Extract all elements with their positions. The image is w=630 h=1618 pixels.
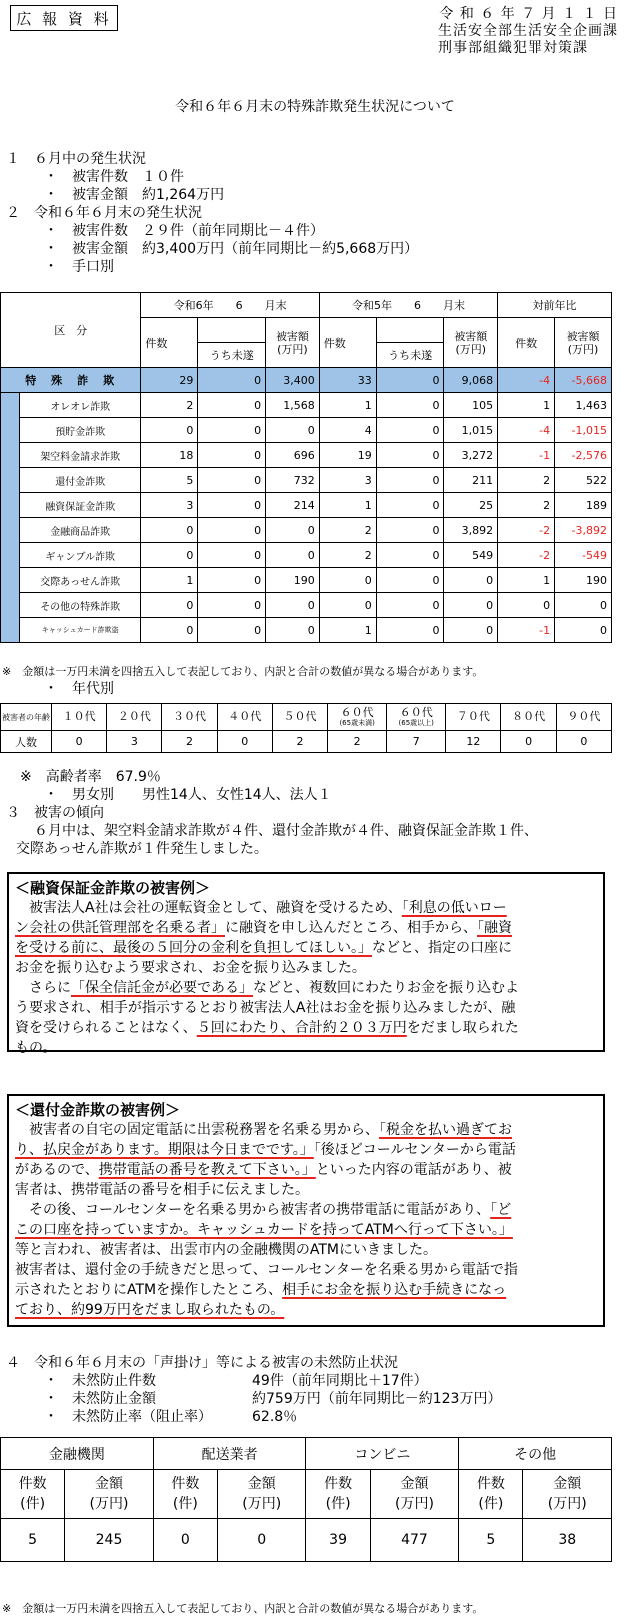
text: その後、コールセンターを名乗る男から被害者の携帯電話に電話があり、	[29, 1202, 491, 1218]
age-header	[556, 704, 611, 731]
case-paragraph	[15, 898, 597, 918]
case-paragraph	[15, 1160, 597, 1180]
age-row-label: 被害者の年齢	[1, 704, 52, 731]
cell: 2	[141, 393, 198, 418]
cell: 0	[376, 518, 444, 543]
cell: 0	[266, 518, 320, 543]
age-heading: ・ 年代別	[44, 681, 114, 697]
table-row	[1, 518, 612, 543]
cell: 1,463	[555, 393, 612, 418]
cell: 0	[141, 543, 198, 568]
text: 資を受けられることはなく、	[15, 1020, 197, 1036]
age-label: ２０代	[117, 710, 151, 723]
case-paragraph: もの。	[15, 1040, 57, 1056]
cell: 0	[444, 618, 498, 643]
cell: 1	[319, 618, 376, 643]
text: に融資を申し込んだところ、相手から、	[225, 920, 477, 936]
age-count: 0	[501, 731, 556, 753]
section-1	[6, 150, 418, 276]
cell: -1	[498, 443, 555, 468]
age-header	[328, 704, 387, 731]
col-amount: 金額 (万円)	[370, 1470, 458, 1519]
cell: 189	[555, 493, 612, 518]
cell: 0	[198, 543, 266, 568]
cell: 19	[319, 443, 376, 468]
section-4	[6, 1354, 501, 1426]
prevention-value-cell: 38	[523, 1519, 612, 1562]
side-band	[1, 393, 20, 643]
row-label: 交際あっせん詐欺	[20, 568, 141, 593]
cell: 1	[319, 493, 376, 518]
cell: 522	[555, 468, 612, 493]
cell: 0	[376, 493, 444, 518]
cell: 0	[376, 368, 444, 393]
age-count: 2	[328, 731, 387, 753]
prevention-value-cell: 477	[370, 1519, 458, 1562]
case-paragraph: 被害者は、還付金の手続きだと思って、コールセンターを名乗る男から電話で指	[15, 1262, 518, 1278]
text: があるので、	[15, 1162, 99, 1178]
underlined-text: この口座を持っていますか。キャッシュカードを持ってATMへ行って下さい。」	[15, 1222, 513, 1238]
col-amount: 金額 (万円)	[65, 1470, 153, 1519]
section-2-heading: ２ 令和６年６月末の発生状況	[6, 205, 202, 221]
cell: 33	[319, 368, 376, 393]
cell: 3	[319, 468, 376, 493]
table-note: ※ 金額は一万円未満を四捨五入して表記しており、内訳と合計の数値が異なる場合があります。	[2, 665, 484, 678]
department-1: 生活安全部生活安全企画課	[438, 23, 618, 39]
cell: 0	[141, 418, 198, 443]
cell: 2	[319, 518, 376, 543]
fraud-type-table	[0, 292, 612, 643]
col-amount: 被害額 (万円)	[555, 318, 612, 368]
age-sublabel: (65歳以上)	[398, 718, 434, 727]
group-header: その他	[459, 1438, 612, 1470]
age-header	[162, 704, 217, 731]
bottom-note: ※ 金額は一万円未満を四捨五入して表記しており、内訳と合計の数値が異なる場合があります。	[2, 1602, 484, 1615]
age-label: １０代	[62, 710, 96, 723]
age-count: 0	[217, 731, 272, 753]
table-row-total	[1, 368, 612, 393]
page-title: 令和６年６月末の特殊詐欺発生状況について	[175, 99, 455, 115]
department-2: 刑事部組織犯罪対策課	[438, 40, 588, 56]
row-label: ギャンブル詐欺	[20, 543, 141, 568]
prevention-label: ・ 未然防止金額	[44, 1391, 156, 1407]
section-4-heading: ４ 令和６年６月末の「声掛け」等による被害の未然防止状況	[6, 1355, 398, 1371]
text: をだまし取られた	[406, 1020, 519, 1036]
text: 「後ほどコールセンターから電話	[313, 1142, 516, 1158]
case-box-loan	[7, 872, 605, 1056]
age-count: 7	[387, 731, 446, 753]
row-label: 金融商品詐欺	[20, 518, 141, 543]
underlined-text: 相手にお金を振り込む手続きになっ	[282, 1282, 507, 1298]
cell: -4	[498, 368, 555, 393]
row-label: キャッシュカード詐欺盗	[20, 618, 141, 643]
col-group-2024: 令和6年 6 月末	[141, 293, 319, 318]
age-sublabel: (65歳未満)	[339, 718, 375, 727]
blank-cell	[376, 318, 444, 343]
col-amount: 金額 (万円)	[217, 1470, 305, 1519]
cell: 0	[376, 468, 444, 493]
section-3-heading: ３ 被害の傾向	[6, 805, 104, 821]
col-count: 件数 (件)	[459, 1470, 523, 1519]
cell: 0	[444, 593, 498, 618]
age-header	[107, 704, 162, 731]
section-1-heading: １ ６月中の発生状況	[6, 151, 146, 167]
count-row-label: 人数	[1, 731, 52, 753]
table-row	[1, 443, 612, 468]
underlined-text: 「ど	[490, 1202, 512, 1218]
case-paragraph	[15, 918, 597, 938]
table-row	[1, 418, 612, 443]
cell: 732	[266, 468, 320, 493]
age-table	[0, 703, 612, 753]
cell: 1	[498, 393, 555, 418]
age-header	[272, 704, 327, 731]
table-row	[1, 543, 612, 568]
col-amount: 被害額 (万円)	[266, 318, 320, 368]
age-label: ８０代	[512, 710, 546, 723]
prevention-value-cell: 0	[217, 1519, 305, 1562]
underlined-text: を受ける前に、最後の５回分の金利を負担してほしい。」	[15, 940, 372, 956]
cell: 2	[319, 543, 376, 568]
col-count: 件数 (件)	[1, 1470, 65, 1519]
cell: 1,568	[266, 393, 320, 418]
cell: 29	[141, 368, 198, 393]
age-label: ６０代	[340, 705, 374, 719]
underlined-text: ており、約99万円をだまし取られたもの。	[15, 1302, 285, 1318]
group-header: コンビニ	[306, 1438, 459, 1470]
text: 示されたとおりにATMを操作したところ、	[15, 1282, 283, 1298]
total-label: 特 殊 詐 欺	[1, 368, 141, 393]
cell: 18	[141, 443, 198, 468]
prevention-table	[0, 1437, 612, 1562]
cell: 0	[376, 593, 444, 618]
cell: 0	[198, 618, 266, 643]
underlined-text: 携帯電話の番号を教えて下さい。」	[98, 1162, 316, 1178]
cell: 0	[266, 418, 320, 443]
age-header	[52, 704, 107, 731]
prevention-value: 49件（前年同期比＋17件）	[252, 1373, 428, 1389]
case-heading: ＜還付金詐欺の被害例＞	[15, 1101, 181, 1119]
cell: 0	[319, 568, 376, 593]
row-label: 融資保証金詐欺	[20, 493, 141, 518]
cell: 0	[555, 618, 612, 643]
cell: -2	[498, 518, 555, 543]
text: などと、複数回にわたりお金を振り込むよ	[253, 980, 519, 996]
age-count: 0	[556, 731, 611, 753]
case-paragraph: お金を振り込むよう要求され、お金を振り込みました。	[15, 960, 366, 976]
col-count: 件数	[141, 318, 198, 368]
cell: 0	[141, 618, 198, 643]
cell: 0	[376, 393, 444, 418]
cell: 0	[198, 443, 266, 468]
cell: 4	[319, 418, 376, 443]
prevention-value-cell: 245	[65, 1519, 153, 1562]
cell: 549	[444, 543, 498, 568]
underlined-text: 「保全信託金が必要である」	[71, 980, 253, 996]
case-paragraph	[15, 1140, 597, 1160]
text: 被害者の自宅の固定電話に出雲税務署を名乗る男から、	[29, 1122, 379, 1138]
cell: 0	[266, 618, 320, 643]
cell: -5,668	[555, 368, 612, 393]
age-label: ６０代	[399, 705, 433, 719]
cell: 5	[141, 468, 198, 493]
cell: 0	[376, 443, 444, 468]
cell: -3,892	[555, 518, 612, 543]
section-3-text: 交際あっせん詐欺が１件発生しました。	[16, 841, 268, 857]
cell: 0	[376, 568, 444, 593]
press-release-badge: 広 報 資 料	[10, 5, 118, 31]
cell: 214	[266, 493, 320, 518]
case-paragraph	[15, 1120, 597, 1140]
cell: -549	[555, 543, 612, 568]
col-count: 件数 (件)	[306, 1470, 370, 1519]
cell: 0	[319, 593, 376, 618]
cell: 2	[498, 493, 555, 518]
section-2-item: ・ 被害金額 約3,400万円（前年同期比－約5,668万円）	[44, 241, 419, 257]
case-paragraph: う要求され、相手が指示するとおり被害法人A社はお金を振り込みましたが、融	[15, 1000, 516, 1016]
cell: 0	[198, 393, 266, 418]
cell: 3	[141, 493, 198, 518]
age-label: ３０代	[173, 710, 207, 723]
section-2-item: ・ 被害件数 ２９件（前年同期比－４件）	[44, 223, 324, 239]
prevention-value-cell: 5	[1, 1519, 65, 1562]
age-header	[446, 704, 501, 731]
case-paragraph	[15, 1220, 597, 1240]
col-attempt: うち未遂	[376, 343, 444, 368]
underlined-text: ５回にわたり、合計約２０３万円	[196, 1020, 407, 1036]
case-paragraph	[15, 1018, 597, 1038]
col-group-diff: 対前年比	[498, 293, 612, 318]
cell: 0	[198, 368, 266, 393]
section-1-item: ・ 被害件数 １０件	[44, 169, 184, 185]
case-paragraph	[15, 1200, 597, 1220]
cell: 1	[319, 393, 376, 418]
row-label: 還付金詐欺	[20, 468, 141, 493]
cell: 3,272	[444, 443, 498, 468]
col-amount: 被害額 (万円)	[444, 318, 498, 368]
cell: 9,068	[444, 368, 498, 393]
cell: 0	[266, 543, 320, 568]
table-row	[1, 593, 612, 618]
section-2-item: ・ 手口別	[44, 259, 114, 275]
group-header: 金融機関	[1, 1438, 154, 1470]
col-count: 件数	[498, 318, 555, 368]
age-count: 2	[272, 731, 327, 753]
cell: 25	[444, 493, 498, 518]
blank-cell	[198, 318, 266, 343]
row-label: オレオレ詐欺	[20, 393, 141, 418]
case-paragraph: 等と言われ、被害者は、出雲市内の金融機関のATMにいきました。	[15, 1242, 437, 1258]
age-count: 12	[446, 731, 501, 753]
case-paragraph	[15, 978, 597, 998]
underlined-text: 「融資	[477, 920, 512, 936]
prevention-item	[6, 1390, 501, 1408]
underlined-text: り、払戻金があります。期限は今日までです。」	[15, 1142, 314, 1158]
cell: 0	[498, 593, 555, 618]
age-label: ７０代	[456, 710, 490, 723]
cell: 0	[198, 468, 266, 493]
cell: 0	[376, 543, 444, 568]
case-paragraph	[15, 1280, 597, 1300]
prevention-value-cell: 5	[459, 1519, 523, 1562]
cell: 1	[498, 568, 555, 593]
col-count: 件数 (件)	[153, 1470, 217, 1519]
elderly-rate: ※ 高齢者率 67.9％	[20, 769, 161, 785]
age-count: 2	[162, 731, 217, 753]
age-label: ５０代	[283, 710, 317, 723]
case-paragraph	[15, 1300, 597, 1320]
group-header: 配送業者	[153, 1438, 306, 1470]
age-count: 0	[52, 731, 107, 753]
cell: -2	[498, 543, 555, 568]
cell: 190	[555, 568, 612, 593]
prevention-value-cell: 0	[153, 1519, 217, 1562]
prevention-value: 62.8％	[252, 1409, 298, 1425]
col-group-2023: 令和5年 6 月末	[319, 293, 497, 318]
cell: 0	[555, 593, 612, 618]
cell: 105	[444, 393, 498, 418]
cell: 1	[141, 568, 198, 593]
cell: 3,400	[266, 368, 320, 393]
cell: 0	[198, 568, 266, 593]
cell: 0	[141, 593, 198, 618]
prevention-label: ・ 未然防止率（阻止率）	[44, 1409, 212, 1425]
age-header	[217, 704, 272, 731]
section-1-item: ・ 被害金額 約1,264万円	[44, 187, 225, 203]
underlined-text: ン会社の供託管理部を名乗る者」	[15, 920, 225, 936]
case-paragraph	[15, 938, 597, 958]
prevention-value: 約759万円（前年同期比－約123万円）	[252, 1391, 502, 1407]
case-box-refund	[7, 1094, 605, 1327]
prevention-item	[6, 1408, 501, 1426]
age-label: ４０代	[228, 710, 262, 723]
cell: 0	[198, 493, 266, 518]
col-amount: 金額 (万円)	[523, 1470, 612, 1519]
section-3-text: ６月中は、架空料金請求詐欺が４件、還付金詐欺が４件、融資保証金詐欺１件、	[34, 823, 538, 839]
table-row	[1, 468, 612, 493]
table-row-header: 区 分	[1, 293, 141, 368]
col-count: 件数	[319, 318, 376, 368]
text: さらに	[29, 980, 71, 996]
table-row	[1, 393, 612, 418]
row-label: その他の特殊詐欺	[20, 593, 141, 618]
age-header	[387, 704, 446, 731]
cell: -4	[498, 418, 555, 443]
text: といった内容の電話があり、被	[315, 1162, 512, 1178]
cell: 696	[266, 443, 320, 468]
text: 被害法人A社は会社の運転資金として、融資を受けるため、	[29, 900, 402, 916]
release-date: 令 和 ６ 年 ７ 月 １ １ 日	[439, 6, 618, 22]
table-row	[1, 618, 612, 643]
age-count: 3	[107, 731, 162, 753]
prevention-label: ・ 未然防止件数	[44, 1373, 156, 1389]
underlined-text: 「税金を払い過ぎてお	[379, 1122, 512, 1138]
cell: 0	[444, 568, 498, 593]
cell: -1,015	[555, 418, 612, 443]
case-heading: ＜融資保証金詐欺の被害例＞	[15, 879, 211, 897]
cell: -1	[498, 618, 555, 643]
cell: 211	[444, 468, 498, 493]
prevention-value-cell: 39	[306, 1519, 370, 1562]
age-label: ９０代	[567, 710, 601, 723]
case-paragraph: 害者は、携帯電話の番号を相手に伝えました。	[15, 1182, 309, 1198]
cell: 0	[198, 593, 266, 618]
cell: 3,892	[444, 518, 498, 543]
cell: 0	[376, 418, 444, 443]
table-row	[1, 568, 612, 593]
cell: 0	[266, 593, 320, 618]
row-label: 架空料金請求詐欺	[20, 443, 141, 468]
cell: 0	[198, 418, 266, 443]
row-label: 預貯金詐欺	[20, 418, 141, 443]
gender-breakdown: ・ 男女別 男性14人、女性14人、法人１	[44, 787, 332, 803]
cell: -2,576	[555, 443, 612, 468]
cell: 2	[498, 468, 555, 493]
header-info	[438, 6, 618, 57]
cell: 1,015	[444, 418, 498, 443]
age-header	[501, 704, 556, 731]
col-attempt: うち未遂	[198, 343, 266, 368]
prevention-item	[6, 1372, 501, 1390]
cell: 190	[266, 568, 320, 593]
underlined-text: 「利息の低いロー	[401, 900, 507, 916]
cell: 0	[198, 518, 266, 543]
table-row	[1, 493, 612, 518]
cell: 0	[376, 618, 444, 643]
cell: 0	[141, 518, 198, 543]
text: などと、指定の口座に	[372, 940, 512, 956]
